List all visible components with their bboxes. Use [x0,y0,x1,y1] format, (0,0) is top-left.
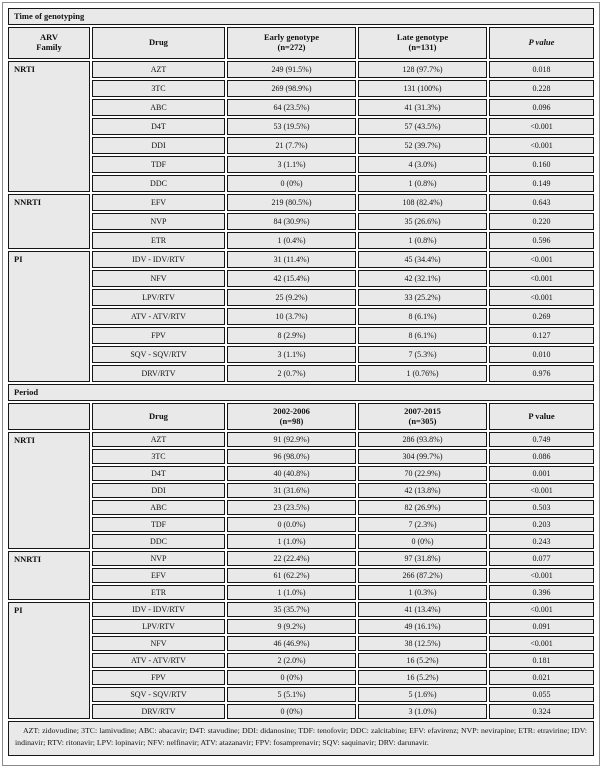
column-header-p-value: P value [489,27,594,59]
early-value-cell: 1 (0.4%) [227,232,356,249]
p-value-cell: 0.096 [489,99,594,116]
table-row [8,308,594,325]
table-row [8,670,594,685]
p-value-cell: 0.077 [489,551,594,566]
early-value-cell: 25 (9.2%) [227,289,356,306]
p-value-cell: 0.324 [489,704,594,719]
p-value-cell: 0.021 [489,670,594,685]
table-row [8,270,594,287]
drug-cell: ETR [92,232,225,249]
p-value-cell: 0.503 [489,500,594,515]
early-value-cell: 219 (80.5%) [227,194,356,211]
early-value-cell: 3 (1.1%) [227,156,356,173]
late-value-cell: 1 (0.8%) [358,232,487,249]
table-row [8,602,594,617]
table-row [8,568,594,583]
table-row [8,289,594,306]
early-value-cell: 10 (3.7%) [227,308,356,325]
drug-cell: ATV - ATV/RTV [92,308,225,325]
period1-value-cell: 61 (62.2%) [227,568,356,583]
p-value-cell: 0.596 [489,232,594,249]
table-row [8,232,594,249]
p-value-cell: 0.160 [489,156,594,173]
table-row [8,636,594,651]
late-value-cell: 57 (43.5%) [358,118,487,135]
table-row [8,432,594,447]
late-value-cell: 4 (3.0%) [358,156,487,173]
early-value-cell: 64 (23.5%) [227,99,356,116]
table-row [8,251,594,268]
table-row [8,61,594,78]
period2-value-cell: 304 (99.7%) [358,449,487,464]
drug-cell: FPV [92,327,225,344]
family-cell-nnrti: NNRTI [8,194,90,249]
section-band-time-of-genotyping [8,8,594,25]
period2-value-cell: 286 (93.8%) [358,432,487,447]
drug-cell: IDV - IDV/RTV [92,251,225,268]
drug-cell: D4T [92,466,225,481]
drug-cell: SQV - SQV/RTV [92,687,225,702]
table-page [2,2,600,766]
p-value-cell: 0.976 [489,365,594,382]
p-value-cell: 0.010 [489,346,594,363]
table-row [8,466,594,481]
period2-value-cell: 16 (5.2%) [358,653,487,668]
period1-value-cell: 35 (35.7%) [227,602,356,617]
period2-value-cell: 3 (1.0%) [358,704,487,719]
period2-value-cell: 82 (26.9%) [358,500,487,515]
period1-value-cell: 2 (2.0%) [227,653,356,668]
early-value-cell: 21 (7.7%) [227,137,356,154]
table-row [8,483,594,498]
table-row [8,99,594,116]
table-row [8,194,594,211]
period2-value-cell: 38 (12.5%) [358,636,487,651]
p-value-cell: <0.001 [489,568,594,583]
late-value-cell: 45 (34.4%) [358,251,487,268]
period1-value-cell: 0 (0%) [227,670,356,685]
family-cell-nnrti: NNRTI [8,551,90,600]
period2-value-cell: 41 (13.4%) [358,602,487,617]
late-value-cell: 7 (5.3%) [358,346,487,363]
early-value-cell: 249 (91.5%) [227,61,356,78]
period1-value-cell: 0 (0.0%) [227,517,356,532]
p-value-cell: 0.001 [489,466,594,481]
late-value-cell: 8 (6.1%) [358,327,487,344]
column-header-drug: Drug [92,27,225,59]
early-value-cell: 31 (11.4%) [227,251,356,268]
table-row [8,327,594,344]
drug-cell: LPV/RTV [92,289,225,306]
drug-cell: NFV [92,636,225,651]
p-value-cell: 0.181 [489,653,594,668]
column-header-2002-2006: 2002-2006 (n=98) [227,403,356,430]
section-title: Time of genotyping [8,8,594,25]
section-title: Period [8,384,594,401]
p-value-cell: <0.001 [489,118,594,135]
drug-cell: DRV/RTV [92,365,225,382]
p-value-cell: 0.749 [489,432,594,447]
drug-cell: AZT [92,432,225,447]
abbreviations-footnote: AZT: zidovudine; 3TC: lamivudine; ABC: abacavir; D4T: stavudine; DDI: didanosine; TDF: tenofovir; DDC: zalcitabine; EFV: efavirenz; NVP: nevirapine; ETR: etravirine; IDV: indinavir; RTV: ritonavir; LPV: lopinavir; NFV: nelfinavir; ATV: atazanavir; FPV: fosamprenavir; SQV: saquinavir; DRV: darunavir. [8,721,594,756]
period2-value-cell: 7 (2.3%) [358,517,487,532]
table-row [8,534,594,549]
period1-value-cell: 1 (1.0%) [227,534,356,549]
p-value-cell: <0.001 [489,251,594,268]
late-value-cell: 41 (31.3%) [358,99,487,116]
drug-cell: ETR [92,585,225,600]
family-cell-nrti: NRTI [8,432,90,549]
p-value-cell: <0.001 [489,483,594,498]
late-value-cell: 8 (6.1%) [358,308,487,325]
late-value-cell: 108 (82.4%) [358,194,487,211]
genotyping-table [6,6,596,758]
table-row [8,137,594,154]
early-value-cell: 84 (30.9%) [227,213,356,230]
late-value-cell: 131 (100%) [358,80,487,97]
table-row [8,213,594,230]
drug-cell: DRV/RTV [92,704,225,719]
p-value-cell: 0.055 [489,687,594,702]
column-header-early-genotype: Early genotype (n=272) [227,27,356,59]
p-value-cell: 0.018 [489,61,594,78]
p-value-cell: 0.220 [489,213,594,230]
section-band-period [8,384,594,401]
drug-cell: NVP [92,551,225,566]
p-value-cell: 0.149 [489,175,594,192]
early-value-cell: 0 (0%) [227,175,356,192]
table-row [8,365,594,382]
drug-cell: 3TC [92,449,225,464]
period1-value-cell: 91 (92.9%) [227,432,356,447]
period2-value-cell: 0 (0%) [358,534,487,549]
family-cell-pi: PI [8,251,90,382]
drug-cell: EFV [92,568,225,583]
family-cell-nrti: NRTI [8,61,90,192]
column-header-empty [8,403,90,430]
p-value-cell: <0.001 [489,602,594,617]
early-value-cell: 2 (0.7%) [227,365,356,382]
late-value-cell: 42 (32.1%) [358,270,487,287]
early-value-cell: 3 (1.1%) [227,346,356,363]
p-value-cell: <0.001 [489,270,594,287]
period1-value-cell: 40 (40.8%) [227,466,356,481]
period1-value-cell: 23 (23.5%) [227,500,356,515]
table-row [8,653,594,668]
p-value-cell: 0.127 [489,327,594,344]
period2-value-cell: 70 (22.9%) [358,466,487,481]
early-value-cell: 42 (15.4%) [227,270,356,287]
drug-cell: AZT [92,61,225,78]
p-value-cell: 0.243 [489,534,594,549]
drug-cell: ABC [92,99,225,116]
table-row [8,500,594,515]
table-row [8,156,594,173]
table1-header-row [8,27,594,59]
drug-cell: ABC [92,500,225,515]
p-value-cell: <0.001 [489,636,594,651]
p-value-cell: 0.086 [489,449,594,464]
drug-cell: DDC [92,534,225,549]
period1-value-cell: 31 (31.6%) [227,483,356,498]
table-row [8,551,594,566]
period1-value-cell: 5 (5.1%) [227,687,356,702]
period1-value-cell: 22 (22.4%) [227,551,356,566]
period1-value-cell: 96 (98.0%) [227,449,356,464]
drug-cell: NFV [92,270,225,287]
drug-cell: 3TC [92,80,225,97]
drug-cell: TDF [92,517,225,532]
p-value-cell: 0.228 [489,80,594,97]
period2-value-cell: 16 (5.2%) [358,670,487,685]
column-header-arv-family: ARV Family [8,27,90,59]
table-row [8,449,594,464]
period1-value-cell: 46 (46.9%) [227,636,356,651]
period2-value-cell: 266 (87.2%) [358,568,487,583]
table-row [8,619,594,634]
p-value-cell: <0.001 [489,289,594,306]
drug-cell: EFV [92,194,225,211]
drug-cell: NVP [92,213,225,230]
p-value-cell: 0.643 [489,194,594,211]
p-value-cell: 0.091 [489,619,594,634]
late-value-cell: 128 (97.7%) [358,61,487,78]
table-row [8,175,594,192]
late-value-cell: 52 (39.7%) [358,137,487,154]
period2-value-cell: 42 (13.8%) [358,483,487,498]
footnote-row [8,721,594,756]
drug-cell: D4T [92,118,225,135]
table-row [8,704,594,719]
p-value-cell: 0.269 [489,308,594,325]
late-value-cell: 33 (25.2%) [358,289,487,306]
table-row [8,80,594,97]
drug-cell: DDI [92,137,225,154]
drug-cell: SQV - SQV/RTV [92,346,225,363]
period1-value-cell: 0 (0%) [227,704,356,719]
table-row [8,346,594,363]
column-header-2007-2015: 2007-2015 (n=305) [358,403,487,430]
early-value-cell: 53 (19.5%) [227,118,356,135]
late-value-cell: 35 (26.6%) [358,213,487,230]
table-row [8,517,594,532]
drug-cell: LPV/RTV [92,619,225,634]
table2-header-row [8,403,594,430]
p-value-cell: 0.203 [489,517,594,532]
drug-cell: DDI [92,483,225,498]
table-row [8,687,594,702]
column-header-p-value: P value [489,403,594,430]
drug-cell: FPV [92,670,225,685]
drug-cell: IDV - IDV/RTV [92,602,225,617]
p-value-cell: <0.001 [489,137,594,154]
p-value-cell: 0.396 [489,585,594,600]
drug-cell: DDC [92,175,225,192]
period2-value-cell: 1 (0.3%) [358,585,487,600]
early-value-cell: 8 (2.9%) [227,327,356,344]
late-value-cell: 1 (0.8%) [358,175,487,192]
column-header-late-genotype: Late genotype (n=131) [358,27,487,59]
period1-value-cell: 1 (1.0%) [227,585,356,600]
drug-cell: ATV - ATV/RTV [92,653,225,668]
period1-value-cell: 9 (9.2%) [227,619,356,634]
drug-cell: TDF [92,156,225,173]
family-cell-pi: PI [8,602,90,719]
table-row [8,118,594,135]
late-value-cell: 1 (0.76%) [358,365,487,382]
column-header-drug: Drug [92,403,225,430]
period2-value-cell: 97 (31.8%) [358,551,487,566]
early-value-cell: 269 (98.9%) [227,80,356,97]
period2-value-cell: 49 (16.1%) [358,619,487,634]
period2-value-cell: 5 (1.6%) [358,687,487,702]
table-row [8,585,594,600]
